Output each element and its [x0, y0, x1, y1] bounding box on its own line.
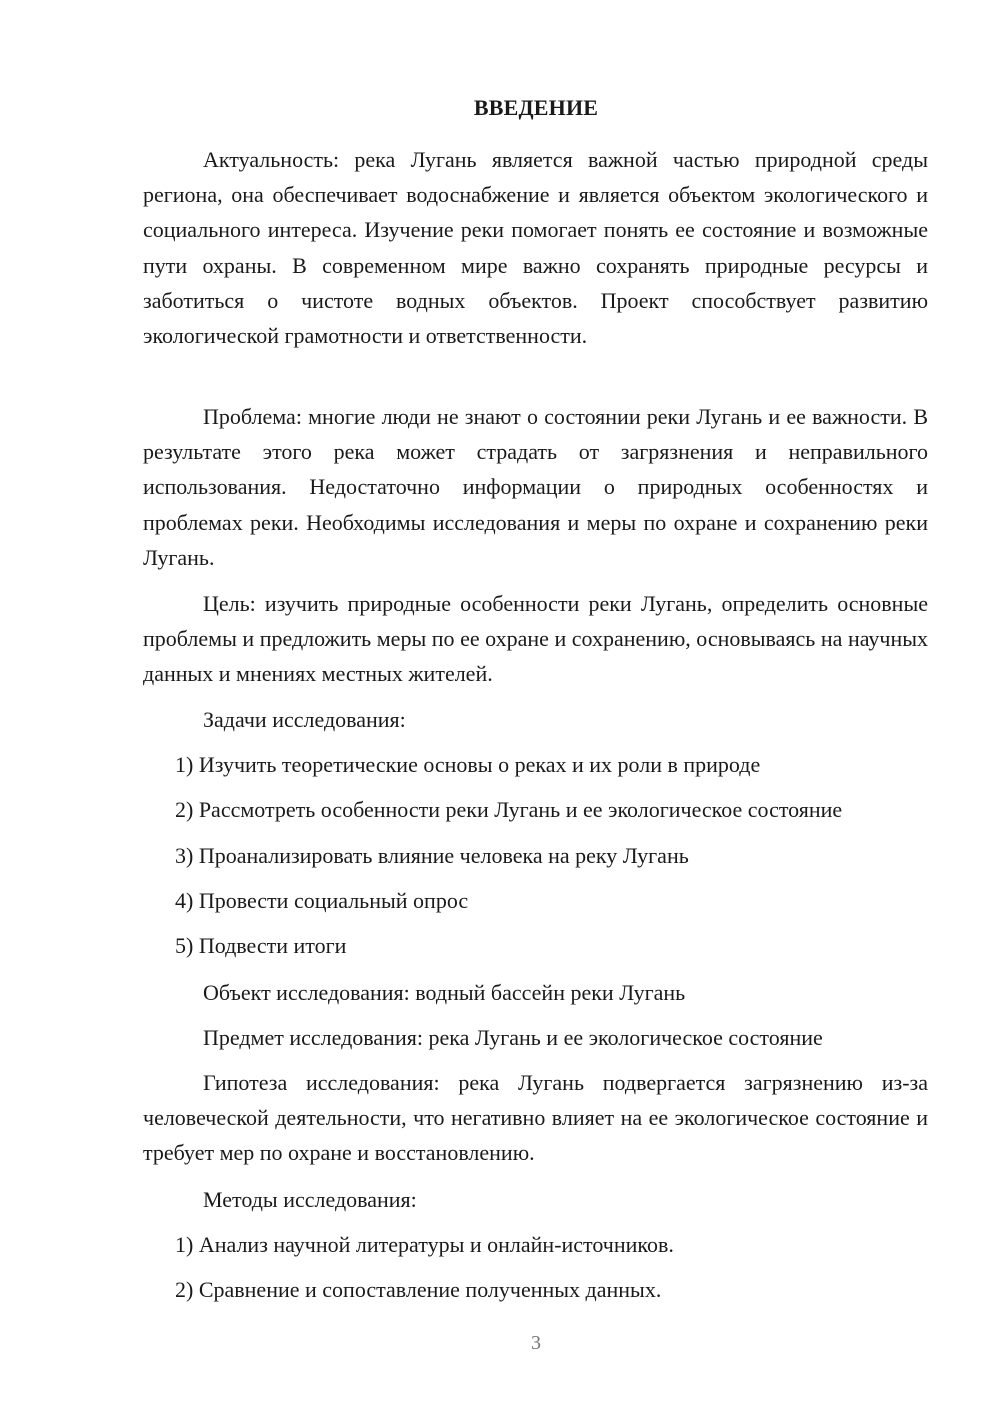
- tasks-list: [143, 747, 928, 963]
- methods-heading: Методы исследования:: [203, 1187, 417, 1212]
- goal-text: Цель: изучить природные особенности реки Лугань, определить основные проблемы и предложить меры по ее охране и сохранению, основываясь на научных данных и мнениях местных жителей.: [143, 591, 928, 687]
- hypothesis-paragraph: [143, 1065, 928, 1171]
- goal-paragraph: [143, 586, 928, 692]
- section-title: ВВЕДЕНИЕ: [473, 95, 599, 120]
- methods-section: [143, 1182, 928, 1308]
- list-item: 3) Проанализировать влияние человека на реку Лугань: [175, 842, 689, 868]
- relevance-text: Актуальность: река Лугань является важной частью природной среды региона, она обеспечивает водоснабжение и является объектом экологического и социального интереса. Изучение реки помогает понять ее состояние и возможные пути охраны. В современном мире важно сохранять природные ресурсы и заботиться о чистоте водных объектов. Проект способствует развитию экологической грамотности и ответственности.: [143, 147, 928, 349]
- list-item: 1) Изучить теоретические основы о реках и их роли в природе: [175, 752, 761, 778]
- page-number: 3: [531, 1332, 541, 1354]
- problem-paragraph: [143, 399, 928, 575]
- problem-text: Проблема: многие люди не знают о состоянии реки Лугань и ее важности. В результате этого река может страдать от загрязнения и неправильного использования. Недостаточно информации о природных особенностях и проблемах реки. Необходимы исследования и меры по охране и сохранению реки Лугань.: [143, 404, 928, 570]
- list-item: 2) Сравнение и сопоставление полученных данных.: [175, 1277, 662, 1303]
- subject-text: Предмет исследования: река Лугань и ее экологическое состояние: [203, 1025, 823, 1050]
- list-item: 1) Анализ научной литературы и онлайн-источников.: [175, 1232, 674, 1258]
- object-paragraph: [143, 975, 928, 1010]
- subject-paragraph: [143, 1020, 928, 1055]
- tasks-heading: Задачи исследования:: [203, 707, 406, 732]
- object-text: Объект исследования: водный бассейн реки Лугань: [203, 980, 686, 1005]
- tasks-section: [143, 702, 928, 963]
- list-item: 5) Подвести итоги: [175, 933, 347, 959]
- relevance-paragraph: [143, 142, 928, 353]
- list-item: 4) Провести социальный опрос: [175, 887, 469, 913]
- methods-list: [143, 1227, 928, 1307]
- list-item: 2) Рассмотреть особенности реки Лугань и ее экологическое состояние: [175, 797, 843, 823]
- hypothesis-text: Гипотеза исследования: река Лугань подвергается загрязнению из-за человеческой деятельности, что негативно влияет на ее экологическое состояние и требует мер по охране и восстановлению.: [143, 1070, 928, 1166]
